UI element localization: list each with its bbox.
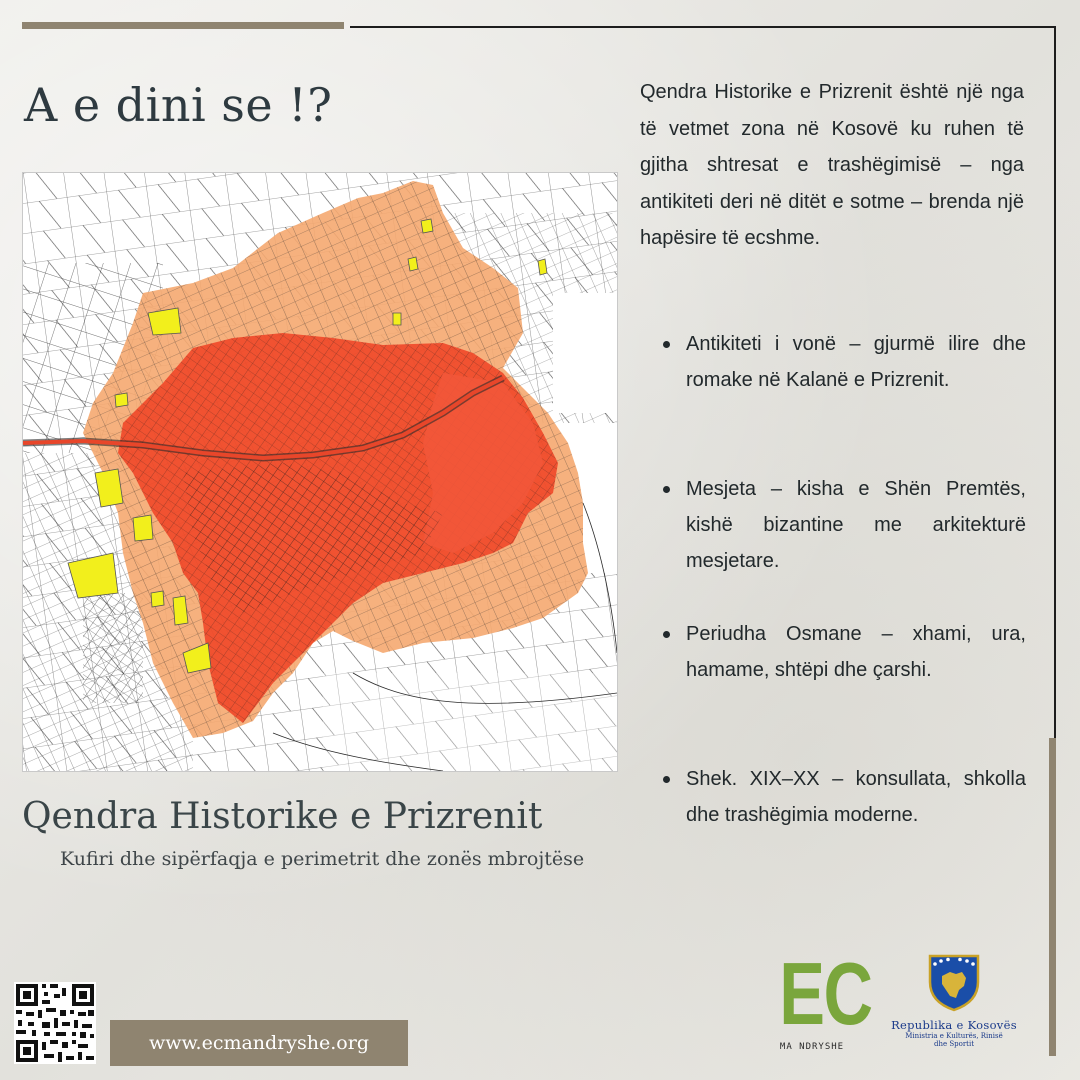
ministry-name-line1: Ministria e Kulturës, Rinisë <box>905 1032 1003 1040</box>
ec-logo-letters: EC <box>779 944 872 1043</box>
frame-right-line <box>1054 26 1056 742</box>
frame-top-line <box>350 26 1056 28</box>
list-item: Periudha Osmane – xhami, ura, hamame, shtëpi dhe çarshi. <box>660 616 1026 761</box>
list-item: Antikiteti i vonë – gjurmë ilire dhe romake në Kalanë e Prizrenit. <box>660 326 1026 471</box>
republic-of-kosovo-logo <box>874 952 1034 1048</box>
list-item: Shek. XIX–XX – konsullata, shkolla dhe trashëgimia moderne. <box>660 761 1026 833</box>
qr-code[interactable] <box>14 982 96 1064</box>
republic-name: Republika e Kosovës <box>891 1018 1017 1032</box>
intro-paragraph: Qendra Historike e Prizrenit është një nga të vetmet zona në Kosovë ku ruhen të gjitha shtresat e trashëgimisë – nga antikiteti deri në ditët e sotme – brenda një hapësire të ecshme. <box>640 81 1024 249</box>
map-subtitle: Kufiri dhe sipërfaqja e perimetrit dhe zonës mbrojtëse <box>60 848 585 870</box>
website-link[interactable]: www.ecmandryshe.org <box>110 1020 408 1066</box>
historic-center-map <box>22 172 618 772</box>
ec-logo <box>770 944 872 1058</box>
top-accent-rule <box>22 22 344 29</box>
period-list <box>660 326 1026 833</box>
list-item: Mesjeta – kisha e Shën Premtës, kishë bizantine me arkitekturë mesjetare. <box>660 471 1026 616</box>
ec-logo-subtitle: MA NDRYSHE <box>779 1042 845 1052</box>
map-graphic <box>23 173 617 771</box>
coat-of-arms-icon <box>926 952 982 1012</box>
ministry-name-line2: dhe Sportit <box>933 1040 975 1048</box>
headline: A e dini se !? <box>24 78 333 132</box>
map-title: Qendra Historike e Prizrenit <box>22 796 543 837</box>
qr-code-icon <box>14 982 96 1064</box>
right-accent-bar <box>1049 738 1056 1056</box>
